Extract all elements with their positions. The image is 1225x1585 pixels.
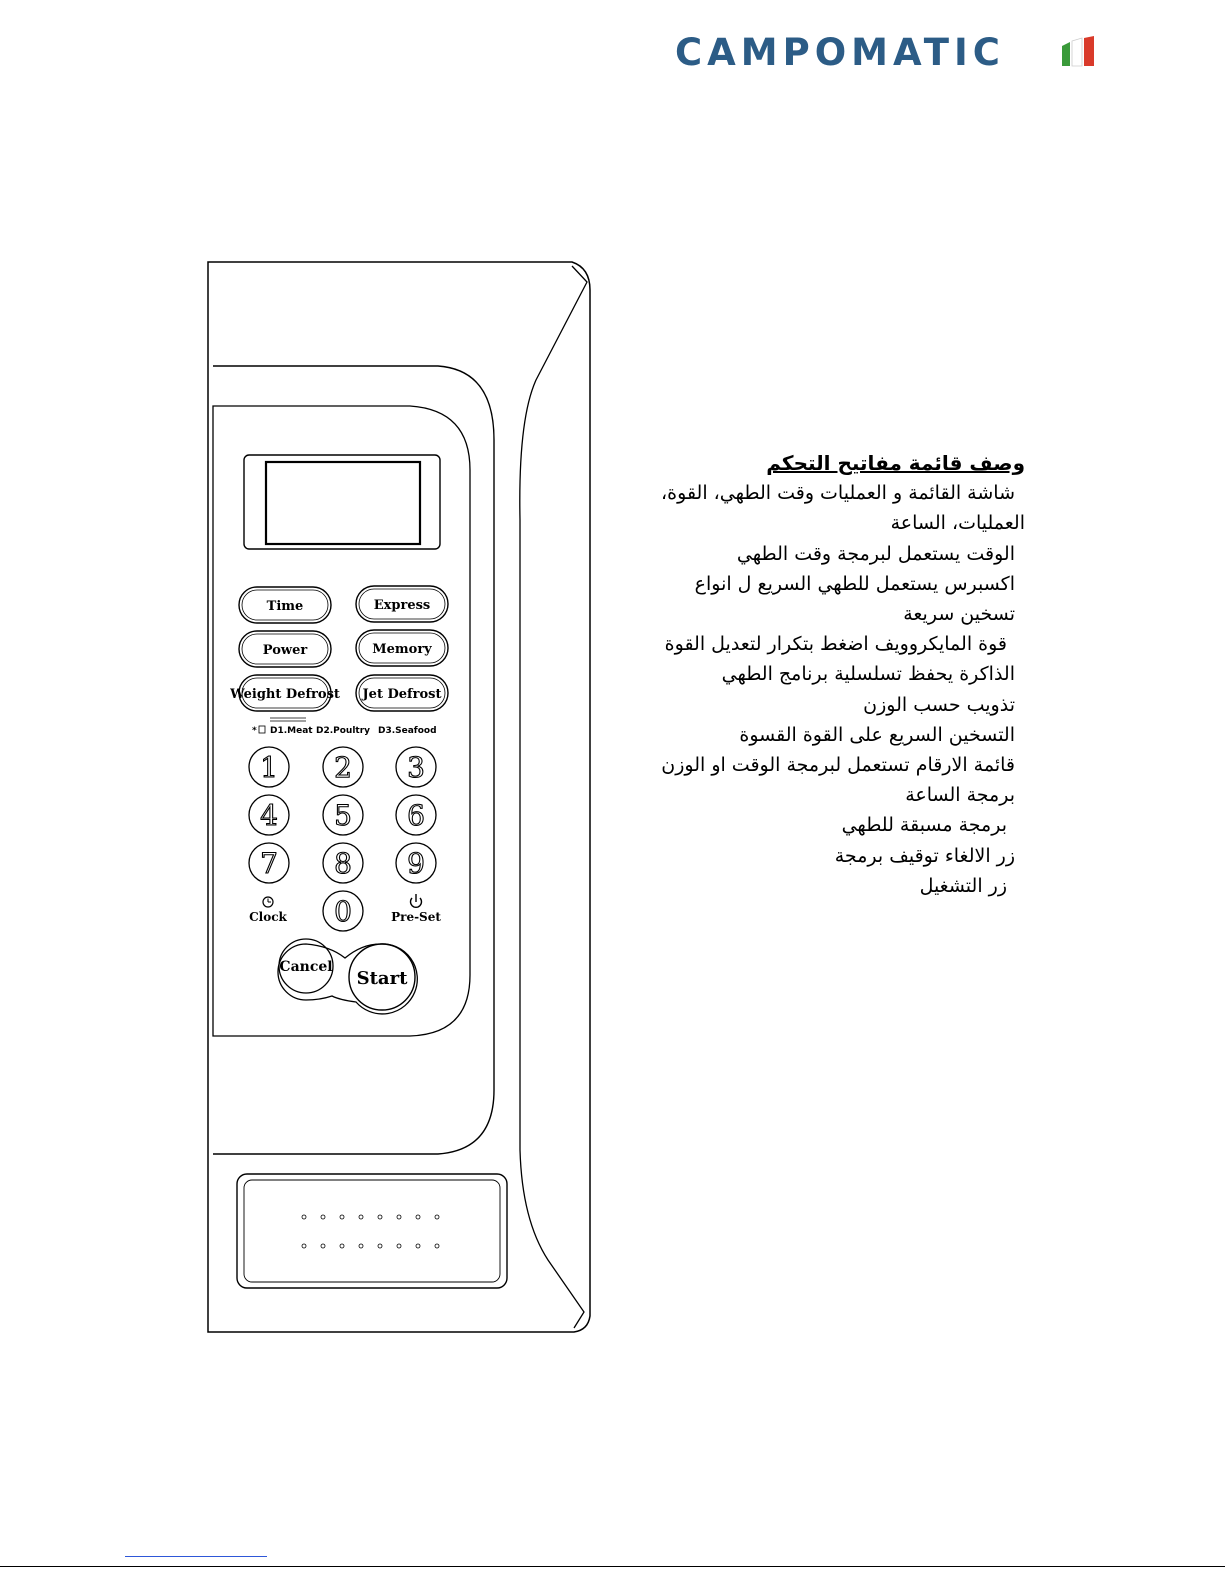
svg-text:Jet Defrost: Jet Defrost xyxy=(362,687,442,702)
svg-text:Weight Defrost: Weight Defrost xyxy=(230,687,340,702)
description-line: زر التشغيل xyxy=(919,874,1007,897)
description-line: تذويب حسب الوزن xyxy=(863,693,1015,716)
description-line: قائمة الارقام تستعمل لبرمجة الوقت او الوزن xyxy=(661,754,1015,777)
description-line: برمجة مسبقة للطهي xyxy=(841,814,1007,837)
svg-text:Memory: Memory xyxy=(372,642,432,657)
description-line: برمجة الساعة xyxy=(905,784,1015,807)
svg-text:Pre-Set: Pre-Set xyxy=(391,910,441,924)
cancel-button[interactable] xyxy=(279,939,333,993)
svg-text:6: 6 xyxy=(407,799,425,832)
description-line: اكسبرس يستعمل للطهي السريع ل انواع xyxy=(694,572,1015,595)
description-line: شاشة القائمة و العمليات وقت الطهي، القوة، xyxy=(661,482,1015,505)
power-standby-icon xyxy=(411,894,422,907)
svg-text:Cancel: Cancel xyxy=(279,959,333,975)
number-key-7[interactable] xyxy=(249,843,289,883)
svg-text:Express: Express xyxy=(373,598,431,613)
description-line: زر الالغاء توقيف برمجة xyxy=(834,844,1015,867)
power-button[interactable] xyxy=(239,631,331,667)
number-key-1[interactable] xyxy=(249,747,289,787)
svg-text:9: 9 xyxy=(407,847,425,880)
description-line: تسخين سريعة xyxy=(903,603,1015,626)
child-lock-icon xyxy=(252,726,265,736)
description-line: الذاكرة يحفظ تسلسلية برنامج الطهي xyxy=(721,663,1015,686)
express-button[interactable] xyxy=(356,586,448,622)
defrost-poultry-label: D2.Poultry xyxy=(316,726,371,736)
number-key-8[interactable] xyxy=(323,843,363,883)
number-key-3[interactable] xyxy=(396,747,436,787)
control-description xyxy=(600,448,1025,901)
control-panel-diagram xyxy=(0,0,620,1360)
svg-text:3: 3 xyxy=(407,751,425,784)
svg-text:Start: Start xyxy=(356,968,408,989)
svg-text:8: 8 xyxy=(334,847,352,880)
svg-text:1: 1 xyxy=(260,751,278,784)
clock-icon xyxy=(263,897,273,907)
svg-text:*: * xyxy=(252,726,257,736)
clock-button[interactable] xyxy=(249,897,287,924)
description-title: وصف قائمة مفاتيح التحكم xyxy=(766,451,1025,475)
description-line: الوقت يستعمل لبرمجة وقت الطهي xyxy=(736,542,1015,565)
defrost-meat-label: D1.Meat xyxy=(270,726,313,736)
number-key-9[interactable] xyxy=(396,843,436,883)
svg-text:5: 5 xyxy=(334,799,352,832)
display-screen xyxy=(244,455,440,549)
description-line: التسخين السريع على القوة القسوة xyxy=(739,723,1015,746)
number-key-0[interactable] xyxy=(323,891,363,931)
memory-button[interactable] xyxy=(356,630,448,666)
number-key-4[interactable] xyxy=(249,795,289,835)
weight-defrost-button[interactable] xyxy=(229,675,340,711)
start-button[interactable] xyxy=(349,944,415,1010)
description-line: قوة المايكروويف اضغط بتكرار لتعديل القوة xyxy=(664,633,1007,656)
svg-text:7: 7 xyxy=(260,847,278,880)
description-line: العمليات، الساعة xyxy=(890,512,1025,535)
svg-text:Power: Power xyxy=(262,643,308,658)
time-button[interactable] xyxy=(239,587,331,623)
brand-logo xyxy=(675,30,1005,76)
preset-button[interactable] xyxy=(391,894,441,924)
defrost-seafood-label: D3.Seafood xyxy=(378,726,437,736)
brand-name: CAMPOMATIC xyxy=(675,31,1005,74)
svg-text:4: 4 xyxy=(260,799,278,832)
number-key-6[interactable] xyxy=(396,795,436,835)
jet-defrost-button[interactable] xyxy=(356,675,448,711)
svg-text:2: 2 xyxy=(334,751,352,784)
brand-flag-icon xyxy=(1060,36,1096,68)
footer-link-underline xyxy=(125,1556,267,1557)
page-bottom-rule xyxy=(0,1566,1225,1567)
number-key-2[interactable] xyxy=(323,747,363,787)
svg-text:Time: Time xyxy=(266,599,304,614)
number-key-5[interactable] xyxy=(323,795,363,835)
door-release-vent xyxy=(237,1174,507,1288)
svg-text:Clock: Clock xyxy=(249,910,287,924)
svg-text:0: 0 xyxy=(334,895,352,928)
